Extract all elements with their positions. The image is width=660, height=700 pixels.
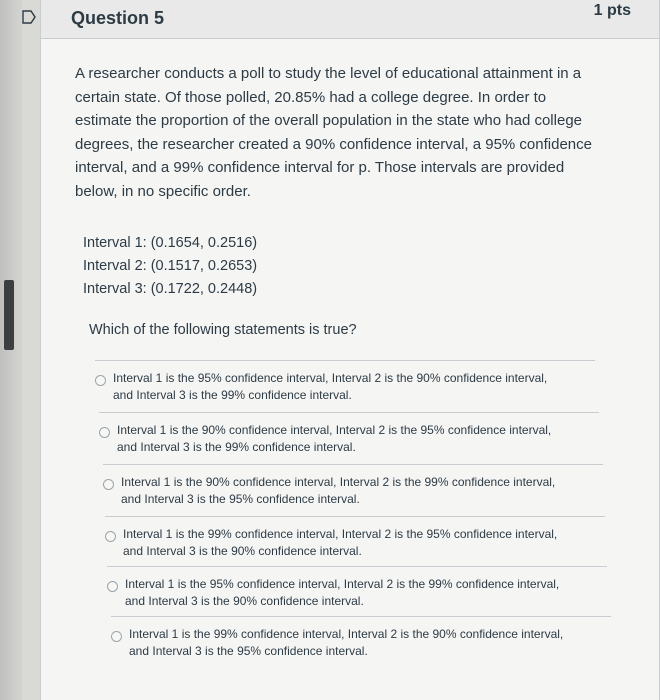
radio-button[interactable] [99, 427, 110, 438]
answer-label[interactable] [113, 370, 583, 404]
radio-button[interactable] [103, 479, 114, 490]
question-text: A researcher conducts a poll to study the level of educational attainment in a certain state. Of those polled, 20.85% had a college degree. In order to estimate the proportion of the overall population in the state who had college degrees, the researcher created a 90% confidence interval, a 95% confidence interval, and a 99% confidence interval for p. Those intervals are provided below, in no specific order. [75, 65, 592, 200]
answer-line-1: Interval 1 is the 99% confidence interval, Interval 2 is the 90% confidence interval, [129, 627, 564, 641]
answer-line-1: Interval 1 is the 90% confidence interval, Interval 2 is the 95% confidence interval, [117, 423, 552, 437]
radio-button[interactable] [111, 631, 122, 642]
radio-button[interactable] [105, 531, 116, 542]
flag-question-icon[interactable] [20, 8, 38, 26]
answer-option-1[interactable] [95, 360, 595, 411]
answer-option-5[interactable] [107, 566, 607, 617]
answer-line-2: and Interval 3 is the 95% confidence interval. [129, 644, 368, 658]
interval-1: Interval 1: (0.1654, 0.2516) [83, 235, 258, 251]
answer-option-6[interactable] [111, 616, 611, 667]
answer-line-2: and Interval 3 is the 99% confidence interval. [117, 440, 356, 454]
answer-label[interactable] [125, 576, 595, 610]
answer-label[interactable] [117, 422, 587, 456]
answer-label[interactable] [129, 626, 599, 660]
answer-line-1: Interval 1 is the 95% confidence interval, Interval 2 is the 99% confidence interval, [125, 577, 560, 591]
answer-label[interactable] [121, 474, 591, 508]
scrollbar-thumb[interactable] [4, 280, 14, 350]
question-prompt: Which of the following statements is true? [89, 322, 357, 338]
answer-option-3[interactable] [103, 464, 603, 515]
answer-option-2[interactable] [99, 412, 599, 463]
question-card [40, 0, 660, 700]
answer-line-1: Interval 1 is the 95% confidence interval, Interval 2 is the 90% confidence interval, [113, 371, 548, 385]
question-title: Question 5 [71, 8, 165, 28]
answer-line-1: Interval 1 is the 90% confidence interval, Interval 2 is the 99% confidence interval, [121, 475, 556, 489]
answer-label[interactable] [123, 526, 593, 560]
question-header [41, 0, 659, 39]
radio-button[interactable] [107, 581, 118, 592]
interval-3: Interval 3: (0.1722, 0.2448) [83, 281, 258, 297]
answer-line-2: and Interval 3 is the 99% confidence interval. [113, 388, 352, 402]
answer-line-2: and Interval 3 is the 90% confidence interval. [123, 544, 362, 558]
radio-button[interactable] [95, 375, 106, 386]
answer-line-2: and Interval 3 is the 95% confidence interval. [121, 492, 360, 506]
left-margin [0, 0, 22, 700]
answer-line-2: and Interval 3 is the 90% confidence interval. [125, 594, 364, 608]
answer-line-1: Interval 1 is the 99% confidence interval, Interval 2 is the 95% confidence interval, [123, 527, 558, 541]
answer-option-4[interactable] [105, 516, 605, 567]
intervals-list [83, 232, 257, 301]
interval-2: Interval 2: (0.1517, 0.2653) [83, 258, 258, 274]
question-points: 1 pts [593, 2, 631, 19]
